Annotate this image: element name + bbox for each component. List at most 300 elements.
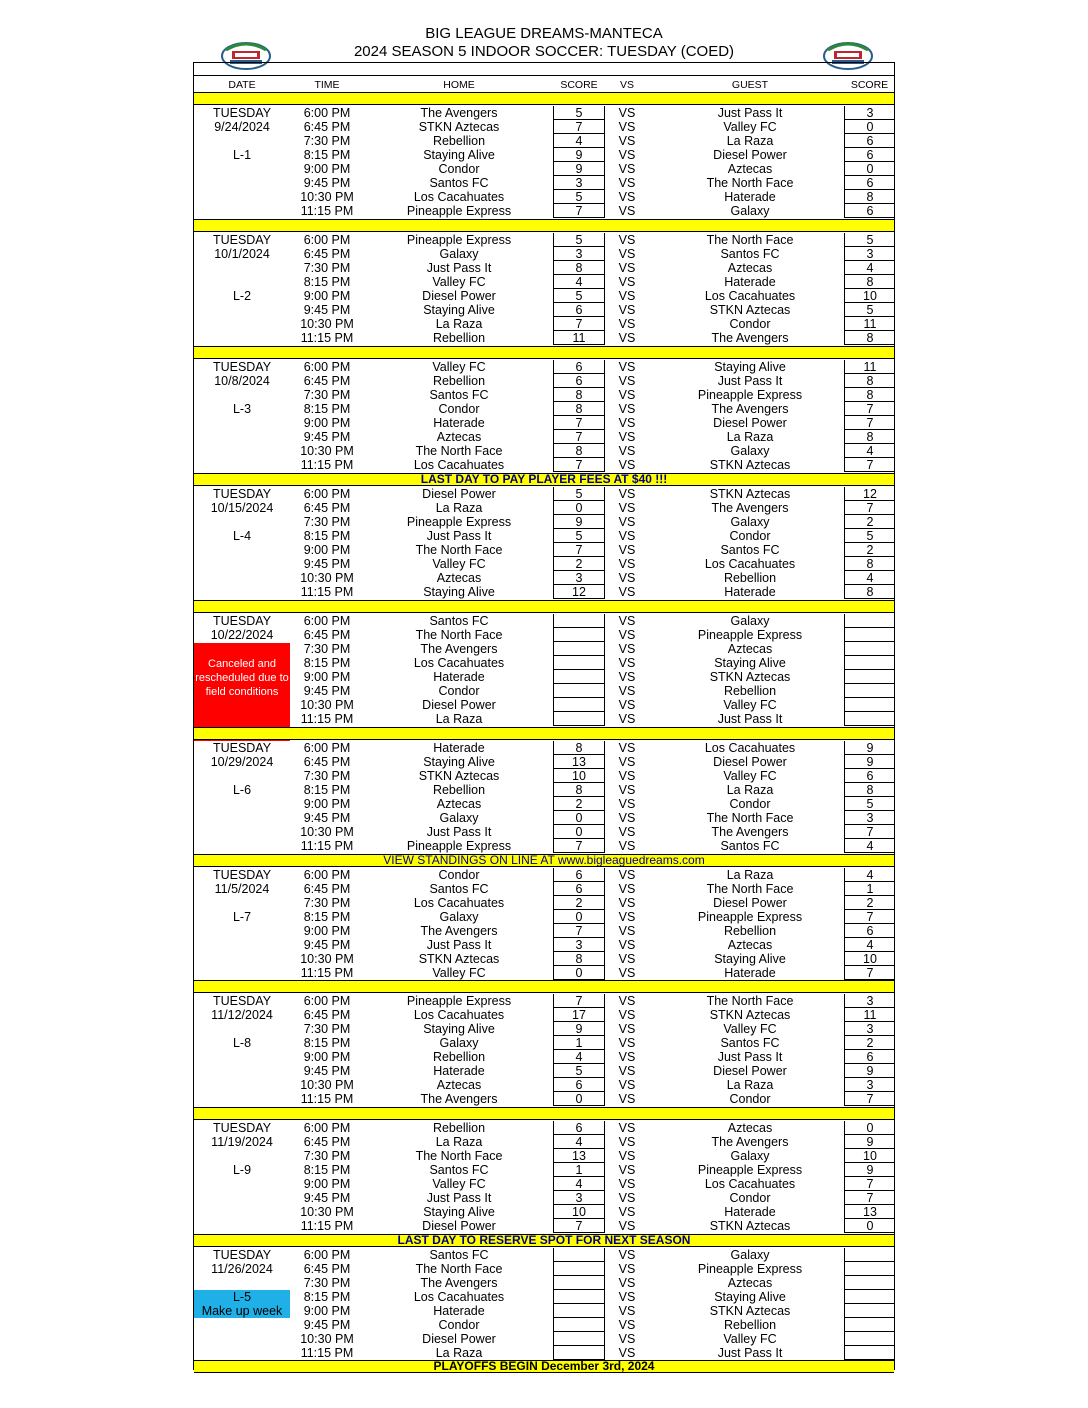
game-time: 11:15 PM (300, 1346, 354, 1360)
guest-team: Santos FC (720, 543, 780, 557)
week-label: L-3 (232, 402, 252, 416)
guest-score: 8 (844, 430, 895, 444)
week-separator-0 (194, 92, 894, 105)
home-team: Rebellion (432, 374, 486, 388)
vs-label: VS (618, 698, 636, 712)
guest-score: 11 (844, 360, 895, 374)
vs-label: VS (618, 261, 636, 275)
home-team: The North Face (415, 444, 503, 458)
guest-team: Haterade (724, 190, 776, 204)
home-score: 0 (553, 811, 605, 825)
home-team: Staying Alive (423, 755, 495, 769)
game-time: 8:15 PM (303, 1290, 351, 1304)
home-team: Diesel Power (422, 698, 496, 712)
game-row (194, 712, 894, 726)
game-row (194, 1008, 894, 1022)
vs-label: VS (618, 1135, 636, 1149)
home-team: Los Cacahuates (413, 1008, 505, 1022)
game-time: 9:45 PM (303, 1191, 351, 1205)
game-time: 8:15 PM (303, 402, 351, 416)
home-score: 4 (553, 134, 605, 148)
guest-score: 5 (844, 303, 895, 317)
guest-score (844, 1304, 895, 1318)
vs-label: VS (618, 275, 636, 289)
guest-score: 9 (844, 755, 895, 769)
home-score: 7 (553, 994, 605, 1008)
guest-team: The North Face (706, 811, 794, 825)
guest-team: The North Face (706, 882, 794, 896)
makeup-week-text: Make up week (201, 1304, 283, 1318)
home-score: 12 (553, 585, 605, 599)
home-score: 7 (553, 416, 605, 430)
home-score (553, 1346, 605, 1360)
home-score: 1 (553, 1036, 605, 1050)
guest-team: La Raza (726, 430, 774, 444)
vs-label: VS (618, 1248, 636, 1262)
guest-team: The North Face (706, 233, 794, 247)
home-team: Condor (438, 868, 480, 882)
vs-label: VS (618, 1318, 636, 1332)
guest-team: Galaxy (730, 515, 770, 529)
guest-score: 3 (844, 247, 895, 261)
home-team: Rebellion (432, 1050, 486, 1064)
home-score: 3 (553, 247, 605, 261)
guest-score: 6 (844, 148, 895, 162)
home-score: 6 (553, 882, 605, 896)
week-date: 10/8/2024 (214, 374, 270, 388)
week-separator-1 (194, 219, 894, 232)
vs-label: VS (618, 741, 636, 755)
game-row (194, 543, 894, 557)
vs-label: VS (618, 190, 636, 204)
game-time: 6:45 PM (303, 1262, 351, 1276)
home-team: Los Cacahuates (413, 1290, 505, 1304)
game-row (194, 924, 894, 938)
game-row (194, 1219, 894, 1233)
guest-team: Condor (729, 797, 771, 811)
home-score: 6 (553, 374, 605, 388)
game-row (194, 529, 894, 543)
game-time: 8:15 PM (303, 1163, 351, 1177)
guest-team: Galaxy (730, 444, 770, 458)
home-team: Just Pass It (426, 938, 492, 952)
game-row (194, 1022, 894, 1036)
makeup-week-note (194, 1290, 290, 1318)
guest-score (844, 1346, 895, 1360)
game-time: 6:45 PM (303, 247, 351, 261)
home-score: 9 (553, 515, 605, 529)
vs-label: VS (618, 317, 636, 331)
guest-team: Haterade (724, 275, 776, 289)
game-row (194, 952, 894, 966)
vs-label: VS (618, 1064, 636, 1078)
game-time: 11:15 PM (300, 458, 354, 472)
game-time: 7:30 PM (303, 642, 351, 656)
guest-score: 7 (844, 1191, 895, 1205)
guest-team: Staying Alive (714, 360, 786, 374)
header-home-score: SCORE (560, 79, 598, 91)
guest-team: Aztecas (727, 1121, 773, 1135)
week-label: L-8 (232, 1036, 252, 1050)
guest-team: Haterade (724, 1205, 776, 1219)
game-row (194, 1163, 894, 1177)
guest-team: Haterade (724, 585, 776, 599)
game-time: 10:30 PM (300, 825, 354, 839)
guest-score: 6 (844, 1050, 895, 1064)
guest-team: Rebellion (723, 571, 777, 585)
game-row (194, 910, 894, 924)
header-vs: VS (619, 79, 634, 91)
guest-team: Just Pass It (717, 106, 783, 120)
home-team: Valley FC (432, 966, 486, 980)
guest-team: Staying Alive (714, 952, 786, 966)
game-time: 7:30 PM (303, 769, 351, 783)
guest-score: 3 (844, 811, 895, 825)
guest-team: Valley FC (723, 1022, 777, 1036)
vs-label: VS (618, 910, 636, 924)
home-score: 7 (553, 924, 605, 938)
home-team: Galaxy (439, 1036, 479, 1050)
guest-score: 12 (844, 487, 895, 501)
guest-team: La Raza (726, 783, 774, 797)
vs-label: VS (618, 204, 636, 218)
game-time: 10:30 PM (300, 190, 354, 204)
vs-label: VS (618, 614, 636, 628)
guest-team: Condor (729, 317, 771, 331)
week-day: TUESDAY (212, 1248, 272, 1262)
home-team: Rebellion (432, 1121, 486, 1135)
guest-team: Condor (729, 529, 771, 543)
vs-label: VS (618, 755, 636, 769)
home-score: 8 (553, 783, 605, 797)
week-separator-7 (194, 980, 894, 993)
vs-label: VS (618, 1050, 636, 1064)
game-time: 6:45 PM (303, 1008, 351, 1022)
game-row (194, 839, 894, 853)
vs-label: VS (618, 1036, 636, 1050)
header-home: HOME (443, 79, 475, 91)
home-team: The Avengers (420, 1092, 498, 1106)
guest-score: 2 (844, 1036, 895, 1050)
guest-score: 5 (844, 233, 895, 247)
guest-team: Los Cacahuates (704, 1177, 796, 1191)
guest-score: 7 (844, 416, 895, 430)
week-separator-5 (194, 727, 894, 740)
guest-team: Just Pass It (717, 1050, 783, 1064)
home-team: Rebellion (432, 134, 486, 148)
home-team: Just Pass It (426, 529, 492, 543)
guest-score: 3 (844, 1078, 895, 1092)
guest-score: 7 (844, 1177, 895, 1191)
guest-score: 10 (844, 1149, 895, 1163)
game-row (194, 557, 894, 571)
game-time: 9:00 PM (303, 416, 351, 430)
home-team: Galaxy (439, 247, 479, 261)
vs-label: VS (618, 1346, 636, 1360)
guest-score (844, 614, 895, 628)
home-score: 9 (553, 1022, 605, 1036)
guest-score: 6 (844, 134, 895, 148)
game-time: 10:30 PM (300, 698, 354, 712)
vs-label: VS (618, 769, 636, 783)
guest-team: The Avengers (711, 501, 789, 515)
guest-score: 6 (844, 176, 895, 190)
game-row (194, 515, 894, 529)
vs-label: VS (618, 416, 636, 430)
vs-label: VS (618, 1276, 636, 1290)
home-score (553, 1290, 605, 1304)
vs-label: VS (618, 543, 636, 557)
game-row (194, 261, 894, 275)
guest-team: Just Pass It (717, 712, 783, 726)
game-time: 11:15 PM (300, 585, 354, 599)
home-team: Haterade (433, 1064, 485, 1078)
home-team: La Raza (435, 317, 483, 331)
home-score: 7 (553, 458, 605, 472)
notice-standings[interactable]: VIEW STANDINGS ON LINE AT www.bigleaguedreams.com (194, 854, 894, 867)
guest-score: 7 (844, 910, 895, 924)
vs-label: VS (618, 444, 636, 458)
guest-score: 7 (844, 402, 895, 416)
home-score: 17 (553, 1008, 605, 1022)
home-team: Diesel Power (422, 1219, 496, 1233)
vs-label: VS (618, 670, 636, 684)
week-label: L-7 (232, 910, 252, 924)
vs-label: VS (618, 797, 636, 811)
home-team: The Avengers (420, 642, 498, 656)
game-row (194, 1078, 894, 1092)
home-team: Los Cacahuates (413, 190, 505, 204)
guest-team: Santos FC (720, 247, 780, 261)
game-row (194, 1304, 894, 1318)
week-label: L-9 (232, 1163, 252, 1177)
guest-score: 2 (844, 543, 895, 557)
week-day: TUESDAY (212, 233, 272, 247)
guest-score: 3 (844, 994, 895, 1008)
guest-score: 1 (844, 882, 895, 896)
game-time: 11:15 PM (300, 1219, 354, 1233)
guest-score: 0 (844, 1219, 895, 1233)
vs-label: VS (618, 388, 636, 402)
guest-team: STKN Aztecas (709, 1219, 791, 1233)
guest-team: Pineapple Express (697, 628, 803, 642)
guest-score: 6 (844, 924, 895, 938)
home-score: 10 (553, 769, 605, 783)
game-row (194, 148, 894, 162)
game-row (194, 487, 894, 501)
week-day: TUESDAY (212, 1121, 272, 1135)
game-row (194, 1036, 894, 1050)
vs-label: VS (618, 966, 636, 980)
home-score (553, 712, 605, 726)
game-row (194, 1205, 894, 1219)
game-time: 6:45 PM (303, 120, 351, 134)
game-time: 9:45 PM (303, 430, 351, 444)
week-day: TUESDAY (212, 868, 272, 882)
vs-label: VS (618, 303, 636, 317)
guest-team: Pineapple Express (697, 1163, 803, 1177)
game-time: 9:45 PM (303, 176, 351, 190)
game-time: 11:15 PM (300, 839, 354, 853)
game-row (194, 176, 894, 190)
vs-label: VS (618, 487, 636, 501)
game-time: 7:30 PM (303, 515, 351, 529)
game-row (194, 1121, 894, 1135)
game-row (194, 1177, 894, 1191)
vs-label: VS (618, 1177, 636, 1191)
table-top-rule (194, 75, 894, 76)
game-time: 7:30 PM (303, 1022, 351, 1036)
home-team: Santos FC (429, 388, 489, 402)
week-date: 10/15/2024 (210, 501, 274, 515)
week-day: TUESDAY (212, 741, 272, 755)
game-row (194, 882, 894, 896)
game-row (194, 162, 894, 176)
guest-team: Pineapple Express (697, 1262, 803, 1276)
vs-label: VS (618, 825, 636, 839)
game-time: 6:00 PM (303, 994, 351, 1008)
home-team: Los Cacahuates (413, 458, 505, 472)
vs-label: VS (618, 501, 636, 515)
home-team: Just Pass It (426, 1191, 492, 1205)
home-score: 3 (553, 176, 605, 190)
home-team: STKN Aztecas (418, 120, 500, 134)
notice-fees: LAST DAY TO PAY PLAYER FEES AT $40 !!! (194, 473, 894, 486)
vs-label: VS (618, 1008, 636, 1022)
game-time: 6:45 PM (303, 755, 351, 769)
home-team: La Raza (435, 712, 483, 726)
game-time: 8:15 PM (303, 529, 351, 543)
guest-team: Aztecas (727, 261, 773, 275)
vs-label: VS (618, 1092, 636, 1106)
header-time: TIME (314, 79, 340, 91)
guest-score: 13 (844, 1205, 895, 1219)
guest-team: Rebellion (723, 1318, 777, 1332)
game-row (194, 134, 894, 148)
guest-score: 3 (844, 1022, 895, 1036)
game-row (194, 1149, 894, 1163)
guest-team: The Avengers (711, 331, 789, 345)
game-row (194, 825, 894, 839)
home-score: 4 (553, 1135, 605, 1149)
home-team: Staying Alive (423, 1205, 495, 1219)
home-team: Haterade (433, 416, 485, 430)
home-team: STKN Aztecas (418, 769, 500, 783)
guest-score: 9 (844, 1163, 895, 1177)
home-score: 5 (553, 1064, 605, 1078)
game-time: 9:00 PM (303, 797, 351, 811)
canceled-note: Canceled and rescheduled due to field conditions (194, 643, 290, 741)
guest-score: 0 (844, 1121, 895, 1135)
guest-team: La Raza (726, 1078, 774, 1092)
guest-team: Valley FC (723, 769, 777, 783)
vs-label: VS (618, 289, 636, 303)
home-score: 6 (553, 1078, 605, 1092)
game-time: 9:45 PM (303, 938, 351, 952)
week-date: 11/12/2024 (211, 1008, 273, 1022)
game-time: 10:30 PM (300, 444, 354, 458)
game-time: 8:15 PM (303, 148, 351, 162)
guest-score: 11 (844, 317, 895, 331)
notice-reserve: LAST DAY TO RESERVE SPOT FOR NEXT SEASON (194, 1234, 894, 1247)
vs-label: VS (618, 120, 636, 134)
home-score (553, 698, 605, 712)
game-row (194, 388, 894, 402)
week-date: 11/19/2024 (211, 1135, 273, 1149)
game-time: 9:00 PM (303, 162, 351, 176)
guest-score (844, 1248, 895, 1262)
guest-score: 8 (844, 374, 895, 388)
vs-label: VS (618, 656, 636, 670)
game-time: 9:00 PM (303, 924, 351, 938)
home-score: 8 (553, 402, 605, 416)
guest-team: Los Cacahuates (704, 557, 796, 571)
game-row (194, 444, 894, 458)
game-time: 7:30 PM (303, 896, 351, 910)
home-score (553, 642, 605, 656)
home-score: 4 (553, 1050, 605, 1064)
home-score: 8 (553, 444, 605, 458)
home-score: 8 (553, 952, 605, 966)
week-day: TUESDAY (212, 994, 272, 1008)
schedule-table (193, 62, 895, 1373)
game-row (194, 614, 894, 628)
home-score: 0 (553, 1092, 605, 1106)
game-row (194, 642, 894, 656)
home-team: Haterade (433, 1304, 485, 1318)
guest-team: Diesel Power (713, 416, 787, 430)
game-row (194, 416, 894, 430)
game-time: 7:30 PM (303, 134, 351, 148)
guest-score: 4 (844, 261, 895, 275)
vs-label: VS (618, 868, 636, 882)
home-score: 3 (553, 938, 605, 952)
game-time: 8:15 PM (303, 910, 351, 924)
guest-team: Diesel Power (713, 148, 787, 162)
guest-score (844, 1276, 895, 1290)
game-time: 6:00 PM (303, 106, 351, 120)
week-date: 11/26/2024 (211, 1262, 273, 1276)
game-row (194, 1064, 894, 1078)
vs-label: VS (618, 628, 636, 642)
game-row (194, 628, 894, 642)
vs-label: VS (618, 952, 636, 966)
vs-label: VS (618, 458, 636, 472)
game-time: 10:30 PM (300, 571, 354, 585)
home-team: Pineapple Express (406, 839, 512, 853)
game-time: 6:00 PM (303, 741, 351, 755)
guest-score: 11 (844, 1008, 895, 1022)
game-row (194, 204, 894, 218)
game-time: 9:45 PM (303, 684, 351, 698)
guest-score: 4 (844, 868, 895, 882)
guest-team: Staying Alive (714, 1290, 786, 1304)
home-score (553, 1262, 605, 1276)
guest-score: 4 (844, 839, 895, 853)
guest-score: 8 (844, 783, 895, 797)
game-time: 6:45 PM (303, 374, 351, 388)
guest-score: 9 (844, 741, 895, 755)
home-score: 9 (553, 148, 605, 162)
home-team: Pineapple Express (406, 204, 512, 218)
game-time: 9:45 PM (303, 811, 351, 825)
vs-label: VS (618, 557, 636, 571)
week-date: 10/1/2024 (214, 247, 270, 261)
vs-label: VS (618, 331, 636, 345)
game-time: 11:15 PM (300, 331, 354, 345)
vs-label: VS (618, 374, 636, 388)
game-row (194, 275, 894, 289)
